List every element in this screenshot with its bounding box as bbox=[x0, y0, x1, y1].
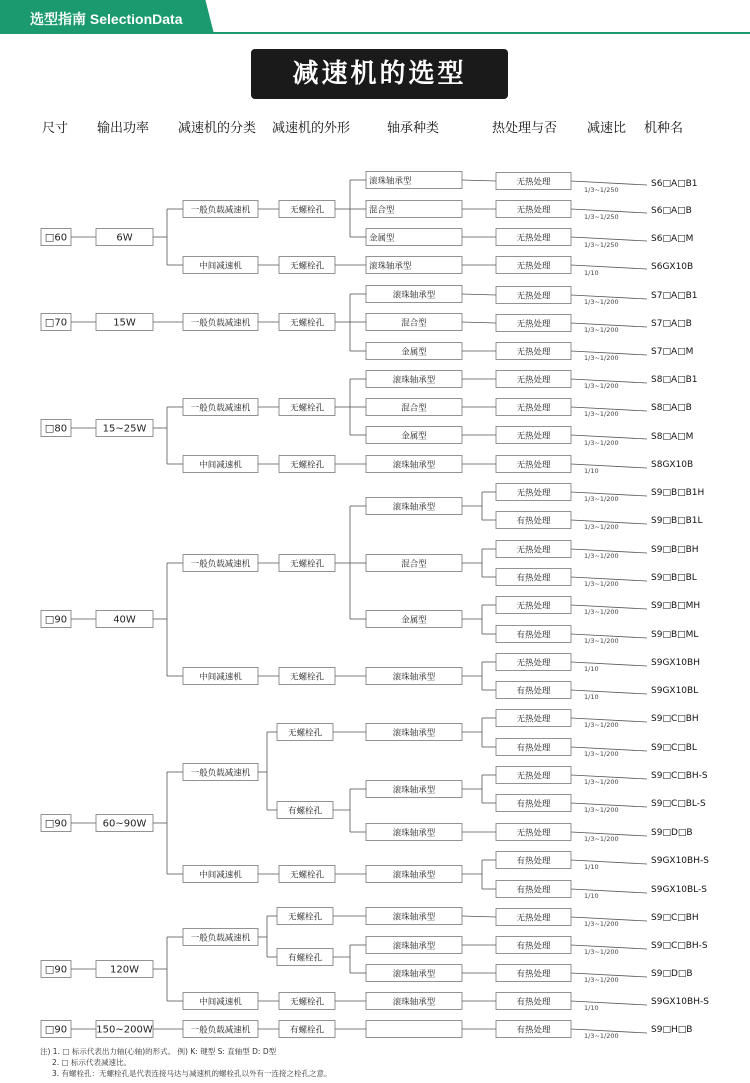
heat-box bbox=[496, 541, 571, 558]
svg-text:金属型: 金属型 bbox=[401, 615, 427, 626]
svg-text:□70: □70 bbox=[44, 317, 68, 329]
power-box bbox=[96, 961, 153, 978]
power-box bbox=[96, 815, 153, 832]
svg-text:一般负载减速机: 一般负载减速机 bbox=[190, 205, 251, 216]
svg-text:有热处理: 有热处理 bbox=[516, 997, 551, 1008]
svg-text:滚珠轴承型: 滚珠轴承型 bbox=[392, 870, 436, 881]
size-box bbox=[41, 1021, 71, 1038]
size-box bbox=[41, 229, 71, 246]
ratio-label: 1/3~1/200 bbox=[584, 835, 619, 843]
category-box bbox=[183, 1021, 258, 1038]
svg-text:滚珠轴承型: 滚珠轴承型 bbox=[392, 460, 436, 471]
model-name: S7□A□B1 bbox=[651, 291, 698, 301]
header-ratio: 减速比 bbox=[587, 121, 627, 136]
ratio-label: 1/10 bbox=[584, 892, 599, 900]
heat-box bbox=[496, 512, 571, 529]
svg-text:滚珠轴承型: 滚珠轴承型 bbox=[369, 176, 412, 187]
model-name: S9□H□B bbox=[651, 1025, 693, 1035]
svg-text:一般负载减速机: 一般负载减速机 bbox=[190, 559, 251, 570]
page-title: 减速机的选型 bbox=[251, 49, 508, 99]
heat-box bbox=[496, 937, 571, 954]
shape-box bbox=[277, 802, 333, 819]
svg-text:滚珠轴承型: 滚珠轴承型 bbox=[392, 672, 436, 683]
model-name: S8□A□B bbox=[651, 403, 692, 413]
svg-text:40W: 40W bbox=[113, 614, 136, 626]
svg-text:15W: 15W bbox=[113, 317, 136, 329]
shape-box bbox=[279, 555, 335, 572]
category-box bbox=[183, 929, 258, 946]
ratio-label: 1/3~1/200 bbox=[584, 552, 619, 560]
model-name: S9□C□BH bbox=[651, 913, 699, 923]
heat-box bbox=[496, 626, 571, 643]
category-box bbox=[183, 993, 258, 1010]
svg-text:滚珠轴承型: 滚珠轴承型 bbox=[392, 785, 436, 796]
svg-text:金属型: 金属型 bbox=[369, 233, 395, 244]
model-name: S9□B□ML bbox=[651, 630, 699, 640]
svg-text:有热处理: 有热处理 bbox=[516, 630, 551, 641]
ratio-label: 1/10 bbox=[584, 269, 599, 277]
model-name: S6GX10B bbox=[651, 262, 694, 272]
bearing-box bbox=[366, 314, 462, 331]
ratio-label: 1/3~1/200 bbox=[584, 750, 619, 758]
bearing-box bbox=[366, 611, 462, 628]
bearing-to-heat-line bbox=[462, 322, 496, 323]
shape-box bbox=[279, 399, 335, 416]
svg-text:无螺栓孔: 无螺栓孔 bbox=[287, 912, 323, 923]
model-name: S6□A□B bbox=[651, 206, 692, 216]
svg-text:120W: 120W bbox=[110, 964, 139, 976]
heat-box bbox=[496, 795, 571, 812]
model-name: S9GX10BL bbox=[651, 686, 699, 696]
ratio-label: 1/3~1/200 bbox=[584, 298, 619, 306]
svg-text:无热处理: 无热处理 bbox=[516, 233, 551, 244]
svg-text:无热处理: 无热处理 bbox=[516, 771, 551, 782]
notes bbox=[40, 1046, 332, 1079]
svg-text:无热处理: 无热处理 bbox=[516, 319, 551, 330]
model-name: S9□C□BL-S bbox=[651, 799, 706, 809]
svg-text:有螺栓孔: 有螺栓孔 bbox=[287, 806, 323, 817]
bearing-box bbox=[366, 824, 462, 841]
ratio-label: 1/3~1/200 bbox=[584, 354, 619, 362]
ratio-label: 1/3~1/200 bbox=[584, 410, 619, 418]
size-box bbox=[41, 314, 71, 331]
banner-title: 选型指南 SelectionData bbox=[30, 11, 183, 27]
model-name: S8□A□M bbox=[651, 432, 694, 442]
svg-text:滚珠轴承型: 滚珠轴承型 bbox=[392, 502, 436, 513]
svg-text:滚珠轴承型: 滚珠轴承型 bbox=[392, 728, 436, 739]
ratio-label: 1/3~1/200 bbox=[584, 382, 619, 390]
category-box bbox=[183, 555, 258, 572]
svg-text:无螺栓孔: 无螺栓孔 bbox=[287, 728, 323, 739]
ratio-label: 1/3~1/200 bbox=[584, 523, 619, 531]
header-category: 减速机的分类 bbox=[178, 121, 257, 136]
shape-box bbox=[279, 201, 335, 218]
heat-to-model-line bbox=[571, 860, 647, 864]
bearing-box bbox=[366, 555, 462, 572]
bearing-box bbox=[366, 456, 462, 473]
category-box bbox=[183, 764, 258, 781]
svg-text:无热处理: 无热处理 bbox=[516, 545, 551, 556]
svg-text:混合型: 混合型 bbox=[369, 205, 395, 216]
heat-box bbox=[496, 484, 571, 501]
svg-text:无热处理: 无热处理 bbox=[516, 460, 551, 471]
model-name: S9□B□B1L bbox=[651, 516, 703, 526]
svg-text:一般负载减速机: 一般负载减速机 bbox=[190, 318, 251, 329]
bearing-box bbox=[366, 1021, 462, 1038]
header-model: 机种名 bbox=[644, 121, 684, 136]
heat-box bbox=[496, 597, 571, 614]
svg-text:中间减速机: 中间减速机 bbox=[199, 672, 242, 683]
header-size: 尺寸 bbox=[42, 121, 69, 136]
svg-text:无热处理: 无热处理 bbox=[516, 913, 551, 924]
svg-text:滚珠轴承型: 滚珠轴承型 bbox=[392, 997, 436, 1008]
shape-box bbox=[279, 1021, 335, 1038]
bearing-box bbox=[366, 724, 462, 741]
svg-text:无热处理: 无热处理 bbox=[516, 205, 551, 216]
svg-text:有热处理: 有热处理 bbox=[516, 573, 551, 584]
category-box bbox=[183, 399, 258, 416]
svg-text:有热处理: 有热处理 bbox=[516, 969, 551, 980]
size-box bbox=[41, 420, 71, 437]
svg-text:无热处理: 无热处理 bbox=[516, 431, 551, 442]
heat-to-model-line bbox=[571, 889, 647, 893]
bearing-box bbox=[366, 993, 462, 1010]
svg-text:无热处理: 无热处理 bbox=[516, 658, 551, 669]
svg-text:滚珠轴承型: 滚珠轴承型 bbox=[392, 375, 436, 386]
size-box bbox=[41, 815, 71, 832]
svg-text:60~90W: 60~90W bbox=[102, 818, 147, 830]
ratio-label: 1/3~1/200 bbox=[584, 806, 619, 814]
category-box bbox=[183, 668, 258, 685]
svg-text:中间减速机: 中间减速机 bbox=[199, 870, 242, 881]
shape-box bbox=[279, 456, 335, 473]
category-box bbox=[183, 257, 258, 274]
heat-to-model-line bbox=[571, 181, 647, 185]
power-box bbox=[96, 314, 153, 331]
power-box bbox=[96, 611, 153, 628]
svg-text:有热处理: 有热处理 bbox=[516, 885, 551, 896]
model-name: S6□A□M bbox=[651, 234, 694, 244]
heat-box bbox=[496, 257, 571, 274]
ratio-label: 1/3~1/200 bbox=[584, 608, 619, 616]
bearing-to-heat-line bbox=[462, 180, 496, 181]
heat-to-model-line bbox=[571, 690, 647, 694]
note-1: 注) 1. □ 标示代表出力轴(心轴)的形式。 例) K: 键型 S: 直轴型 D: D型 bbox=[40, 1047, 277, 1056]
svg-text:一般负载减速机: 一般负载减速机 bbox=[190, 933, 251, 944]
svg-text:无热处理: 无热处理 bbox=[516, 347, 551, 358]
svg-text:中间减速机: 中间减速机 bbox=[199, 460, 242, 471]
svg-text:金属型: 金属型 bbox=[401, 431, 427, 442]
svg-text:金属型: 金属型 bbox=[401, 347, 427, 358]
heat-box bbox=[496, 371, 571, 388]
ratio-label: 1/3~1/250 bbox=[584, 186, 619, 194]
svg-text:混合型: 混合型 bbox=[401, 403, 427, 414]
model-name: S9□D□B bbox=[651, 969, 693, 979]
model-name: S9□B□B1H bbox=[651, 488, 705, 498]
svg-text:滚珠轴承型: 滚珠轴承型 bbox=[392, 290, 436, 301]
bearing-to-heat-line bbox=[462, 916, 496, 917]
svg-text:无螺栓孔: 无螺栓孔 bbox=[289, 559, 325, 570]
heat-box bbox=[496, 852, 571, 869]
bearing-box bbox=[366, 286, 462, 303]
header-bearing: 轴承种类 bbox=[387, 121, 440, 136]
heat-box bbox=[496, 427, 571, 444]
svg-text:有热处理: 有热处理 bbox=[516, 743, 551, 754]
note-3: 3. 有螺栓孔：无螺栓孔是代表连接马达与减速机的螺栓孔以外有一连接之栓孔之意。 bbox=[52, 1069, 332, 1078]
model-name: S9□C□BH-S bbox=[651, 771, 708, 781]
shape-box bbox=[277, 908, 333, 925]
svg-text:无热处理: 无热处理 bbox=[516, 828, 551, 839]
ratio-label: 1/3~1/200 bbox=[584, 495, 619, 503]
svg-text:一般负载减速机: 一般负载减速机 bbox=[190, 768, 251, 779]
heat-box bbox=[496, 710, 571, 727]
size-box bbox=[41, 611, 71, 628]
heat-box bbox=[496, 824, 571, 841]
shape-box bbox=[279, 866, 335, 883]
model-name: S8□A□B1 bbox=[651, 375, 698, 385]
heat-box bbox=[496, 173, 571, 190]
note-2: 2. □ 标示代表减速比。 bbox=[52, 1058, 132, 1067]
ratio-label: 1/3~1/200 bbox=[584, 439, 619, 447]
svg-text:□90: □90 bbox=[44, 818, 68, 830]
heat-box bbox=[496, 1021, 571, 1038]
bearing-box bbox=[366, 781, 462, 798]
bearing-box bbox=[366, 371, 462, 388]
bearing-box bbox=[366, 427, 462, 444]
shape-box bbox=[279, 257, 335, 274]
svg-text:无热处理: 无热处理 bbox=[516, 261, 551, 272]
svg-text:□90: □90 bbox=[44, 1024, 68, 1036]
svg-text:无热处理: 无热处理 bbox=[516, 403, 551, 414]
svg-text:有螺栓孔: 有螺栓孔 bbox=[287, 953, 323, 964]
category-box bbox=[183, 314, 258, 331]
svg-text:无螺栓孔: 无螺栓孔 bbox=[289, 672, 325, 683]
shape-box bbox=[277, 949, 333, 966]
svg-text:有热处理: 有热处理 bbox=[516, 799, 551, 810]
heat-box bbox=[496, 965, 571, 982]
bearing-box bbox=[366, 668, 462, 685]
model-name: S7□A□M bbox=[651, 347, 694, 357]
svg-text:滚珠轴承型: 滚珠轴承型 bbox=[392, 969, 436, 980]
svg-text:无热处理: 无热处理 bbox=[516, 601, 551, 612]
header-power: 输出功率 bbox=[97, 121, 150, 136]
bearing-box bbox=[366, 399, 462, 416]
power-box bbox=[96, 420, 153, 437]
bearing-box bbox=[366, 343, 462, 360]
svg-text:无螺栓孔: 无螺栓孔 bbox=[289, 261, 325, 272]
svg-text:无螺栓孔: 无螺栓孔 bbox=[289, 460, 325, 471]
heat-box bbox=[496, 229, 571, 246]
svg-text:有螺栓孔: 有螺栓孔 bbox=[289, 1025, 325, 1036]
ratio-label: 1/3~1/200 bbox=[584, 920, 619, 928]
svg-text:无热处理: 无热处理 bbox=[516, 375, 551, 386]
ratio-label: 1/10 bbox=[584, 467, 599, 475]
svg-text:15~25W: 15~25W bbox=[102, 423, 147, 435]
svg-text:无热处理: 无热处理 bbox=[516, 177, 551, 188]
svg-text:有热处理: 有热处理 bbox=[516, 686, 551, 697]
ratio-label: 1/3~1/250 bbox=[584, 241, 619, 249]
power-box bbox=[96, 1021, 153, 1038]
heat-to-model-line bbox=[571, 464, 647, 468]
heat-box bbox=[496, 909, 571, 926]
svg-text:150~200W: 150~200W bbox=[96, 1024, 153, 1036]
heat-box bbox=[496, 654, 571, 671]
size-box bbox=[41, 961, 71, 978]
ratio-label: 1/3~1/200 bbox=[584, 778, 619, 786]
heat-box bbox=[496, 569, 571, 586]
ratio-label: 1/10 bbox=[584, 665, 599, 673]
svg-text:6W: 6W bbox=[116, 232, 133, 244]
svg-text:有热处理: 有热处理 bbox=[516, 1025, 551, 1036]
heat-box bbox=[496, 456, 571, 473]
ratio-label: 1/10 bbox=[584, 1004, 599, 1012]
heat-box bbox=[496, 682, 571, 699]
model-name: S6□A□B1 bbox=[651, 179, 698, 189]
header-heat: 热处理与否 bbox=[492, 121, 558, 136]
ratio-label: 1/10 bbox=[584, 693, 599, 701]
svg-text:无螺栓孔: 无螺栓孔 bbox=[289, 997, 325, 1008]
svg-text:中间减速机: 中间减速机 bbox=[199, 261, 242, 272]
header-shape: 减速机的外形 bbox=[272, 121, 351, 136]
heat-box bbox=[496, 881, 571, 898]
model-name: S9□B□MH bbox=[651, 601, 701, 611]
power-box bbox=[96, 229, 153, 246]
svg-text:□90: □90 bbox=[44, 964, 68, 976]
svg-text:无螺栓孔: 无螺栓孔 bbox=[289, 870, 325, 881]
model-name: S9GX10BH-S bbox=[651, 997, 709, 1007]
heat-box bbox=[496, 201, 571, 218]
svg-text:无螺栓孔: 无螺栓孔 bbox=[289, 205, 325, 216]
heat-box bbox=[496, 767, 571, 784]
heat-to-model-line bbox=[571, 662, 647, 666]
svg-text:一般负载减速机: 一般负载减速机 bbox=[190, 1025, 251, 1036]
shape-box bbox=[279, 993, 335, 1010]
svg-text:无热处理: 无热处理 bbox=[516, 488, 551, 499]
heat-box bbox=[496, 993, 571, 1010]
svg-text:混合型: 混合型 bbox=[401, 318, 427, 329]
ratio-label: 1/3~1/200 bbox=[584, 1032, 619, 1040]
shape-box bbox=[279, 668, 335, 685]
heat-box bbox=[496, 739, 571, 756]
ratio-label: 1/3~1/200 bbox=[584, 948, 619, 956]
model-name: S9□C□BH bbox=[651, 714, 699, 724]
bearing-box bbox=[366, 866, 462, 883]
bearing-box bbox=[366, 257, 462, 274]
ratio-label: 1/3~1/200 bbox=[584, 721, 619, 729]
svg-text:□90: □90 bbox=[44, 614, 68, 626]
shape-box bbox=[277, 724, 333, 741]
ratio-label: 1/3~1/200 bbox=[584, 976, 619, 984]
svg-text:无螺栓孔: 无螺栓孔 bbox=[289, 318, 325, 329]
model-name: S8GX10B bbox=[651, 460, 694, 470]
svg-text:无热处理: 无热处理 bbox=[516, 714, 551, 725]
category-box bbox=[183, 456, 258, 473]
model-name: S9GX10BH bbox=[651, 658, 700, 668]
heat-to-model-line bbox=[571, 265, 647, 269]
svg-text:中间减速机: 中间减速机 bbox=[199, 997, 242, 1008]
model-name: S9GX10BH-S bbox=[651, 856, 709, 866]
bearing-box bbox=[366, 229, 462, 246]
model-name: S9□C□BH-S bbox=[651, 941, 708, 951]
bearing-box bbox=[366, 201, 462, 218]
model-name: S9□C□BL bbox=[651, 743, 697, 753]
svg-text:□80: □80 bbox=[44, 423, 68, 435]
svg-text:有热处理: 有热处理 bbox=[516, 856, 551, 867]
bearing-box bbox=[366, 937, 462, 954]
svg-text:有热处理: 有热处理 bbox=[516, 941, 551, 952]
shape-box bbox=[279, 314, 335, 331]
svg-text:□60: □60 bbox=[44, 232, 68, 244]
heat-box bbox=[496, 287, 571, 304]
svg-text:混合型: 混合型 bbox=[401, 559, 427, 570]
bearing-box bbox=[366, 498, 462, 515]
ratio-label: 1/3~1/250 bbox=[584, 213, 619, 221]
svg-text:滚珠轴承型: 滚珠轴承型 bbox=[392, 912, 436, 923]
svg-text:滚珠轴承型: 滚珠轴承型 bbox=[392, 828, 436, 839]
ratio-label: 1/3~1/200 bbox=[584, 580, 619, 588]
bearing-box bbox=[366, 908, 462, 925]
bearing-box bbox=[366, 965, 462, 982]
model-name: S9□B□BH bbox=[651, 545, 699, 555]
heat-to-model-line bbox=[571, 1001, 647, 1005]
ratio-label: 1/3~1/200 bbox=[584, 326, 619, 334]
svg-text:滚珠轴承型: 滚珠轴承型 bbox=[392, 941, 436, 952]
heat-box bbox=[496, 399, 571, 416]
heat-box bbox=[496, 315, 571, 332]
svg-text:无螺栓孔: 无螺栓孔 bbox=[289, 403, 325, 414]
model-name: S9GX10BL-S bbox=[651, 885, 708, 895]
svg-text:一般负载减速机: 一般负载减速机 bbox=[190, 403, 251, 414]
svg-text:有热处理: 有热处理 bbox=[516, 516, 551, 527]
model-name: S9□D□B bbox=[651, 828, 693, 838]
ratio-label: 1/10 bbox=[584, 863, 599, 871]
model-name: S9□B□BL bbox=[651, 573, 697, 583]
ratio-label: 1/3~1/200 bbox=[584, 637, 619, 645]
heat-box bbox=[496, 343, 571, 360]
svg-text:滚珠轴承型: 滚珠轴承型 bbox=[369, 261, 412, 272]
category-box bbox=[183, 866, 258, 883]
category-box bbox=[183, 201, 258, 218]
bearing-box bbox=[366, 172, 462, 189]
model-name: S7□A□B bbox=[651, 319, 692, 329]
bearing-to-heat-line bbox=[462, 294, 496, 295]
svg-text:无热处理: 无热处理 bbox=[516, 291, 551, 302]
